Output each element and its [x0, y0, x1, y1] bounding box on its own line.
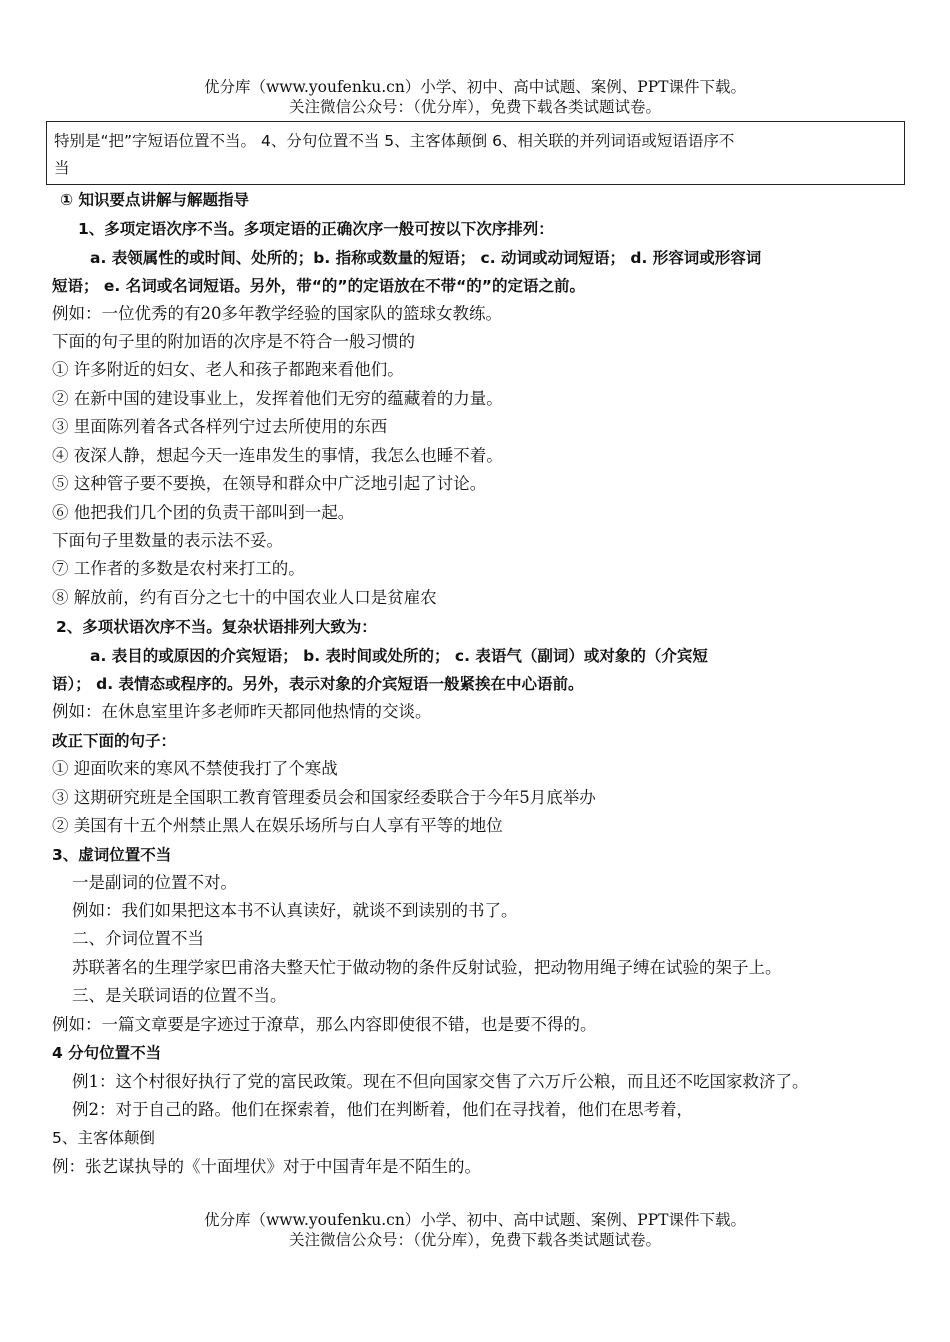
list-item: ③ 里面陈列着各式各样列宁过去所使用的东西 — [52, 417, 388, 436]
footer-line-2: 关注微信公众号：（优分库），免费下载各类试题试卷。 — [288, 1231, 661, 1249]
list-item: ⑤ 这种管子要不要换，在领导和群众中广泛地引起了讨论。 — [52, 474, 487, 493]
list-item: ① 迎面吹来的寒风不禁使我打了个寒战 — [52, 759, 338, 778]
footer-line-1: 优分库（www.youfenku.cn）小学、初中、高中试题、案例、PPT课件下载。 — [203, 1211, 747, 1229]
section-2-task: 改正下面的句子： — [52, 732, 177, 750]
section-4-title: 4 分句位置不当 — [52, 1044, 162, 1062]
summary-box — [46, 121, 905, 185]
section-4-example-2: 例2：对于自己的路。他们在探索着，他们在判断着，他们在寻找着，他们在思考着， — [72, 1100, 693, 1119]
section-1-rule-line-2: 短语； e. 名词或名词短语。另外，带“的”的定语放在不带“的”的定语之前。 — [52, 277, 585, 295]
section-1-title: 1、多项定语次序不当。多项定语的正确次序一般可按以下次序排列： — [78, 220, 554, 238]
list-item: ⑥ 他把我们几个团的负责干部叫到一起。 — [52, 503, 355, 522]
section-3-point-1-example: 例如：我们如果把这本书不认真读好，就谈不到读别的书了。 — [72, 901, 518, 920]
header-line-1: 优分库（www.youfenku.cn）小学、初中、高中试题、案例、PPT课件下载。 — [203, 78, 747, 96]
list-item: ② 美国有十五个州禁止黑人在娱乐场所与白人享有平等的地位 — [52, 816, 503, 835]
section-1-example: 例如：一位优秀的有20多年教学经验的国家队的篮球女教练。 — [52, 304, 502, 323]
header-line-2: 关注微信公众号：（优分库），免费下载各类试题试卷。 — [288, 98, 661, 116]
section-1-intro: 下面的句子里的附加语的次序是不符合一般习惯的 — [52, 332, 415, 351]
section-3-point-2-example: 苏联著名的生理学家巴甫洛夫整天忙于做动物的条件反射试验，把动物用绳子缚在试验的架子上。 — [72, 958, 782, 977]
section-1-intro-2: 下面句子里数量的表示法不妥。 — [52, 531, 283, 550]
section-2-rule-line-1: a. 表目的或原因的介宾短语； b. 表时间或处所的； c. 表语气（副词）或对象的（介宾短 — [90, 647, 708, 665]
section-3-point-3: 三、是关联词语的位置不当。 — [72, 986, 287, 1005]
section-3-point-3-example: 例如：一篇文章要是字迹过于潦草，那么内容即使很不错，也是要不得的。 — [52, 1015, 597, 1034]
section-1-rule-line-1: a. 表领属性的或时间、处所的；b. 指称或数量的短语； c. 动词或动词短语； d. 形容词或形容词 — [90, 249, 762, 267]
section-3-point-1: 一是副词的位置不对。 — [72, 873, 237, 892]
section-3-title: 3、虚词位置不当 — [52, 846, 172, 864]
page-footer — [0, 1210, 950, 1250]
section-2-rule-line-2: 语）； d. 表情态或程序的。另外，表示对象的介宾短语一般紧挨在中心语前。 — [52, 675, 584, 693]
list-item: ⑦ 工作者的多数是农村来打工的。 — [52, 559, 305, 578]
list-item: ⑧ 解放前，约有百分之七十的中国农业人口是贫雇农 — [52, 588, 437, 607]
list-item: ④ 夜深人静，想起今天一连串发生的事情，我怎么也睡不着。 — [52, 446, 503, 465]
summary-line-1: 特别是“把”字短语位置不当。 4、分句位置不当 5、主客体颠倒 6、相关联的并列词语或短语语序不 — [54, 132, 735, 150]
page-header — [0, 77, 950, 117]
summary-line-2: 当 — [54, 159, 70, 177]
list-item: ② 在新中国的建设事业上，发挥着他们无穷的蕴藏着的力量。 — [52, 389, 503, 408]
section-heading: ① 知识要点讲解与解题指导 — [60, 191, 250, 209]
section-4-example-1: 例1：这个村很好执行了党的富民政策。现在不但向国家交售了六万斤公粮，而且还不吃国家救济了。 — [72, 1072, 809, 1091]
section-5-title: 5、主客体颠倒 — [52, 1129, 155, 1147]
section-3-point-2: 二、介词位置不当 — [72, 929, 204, 948]
list-item: ③ 这期研究班是全国职工教育管理委员会和国家经委联合于今年5月底举办 — [52, 788, 596, 807]
section-5-example: 例：张艺谋执导的《十面埋伏》对于中国青年是不陌生的。 — [52, 1157, 481, 1176]
section-2-example: 例如：在休息室里许多老师昨天都同他热情的交谈。 — [52, 702, 432, 721]
section-2-title: 2、多项状语次序不当。复杂状语排列大致为： — [56, 618, 377, 636]
list-item: ① 许多附近的妇女、老人和孩子都跑来看他们。 — [52, 360, 404, 379]
